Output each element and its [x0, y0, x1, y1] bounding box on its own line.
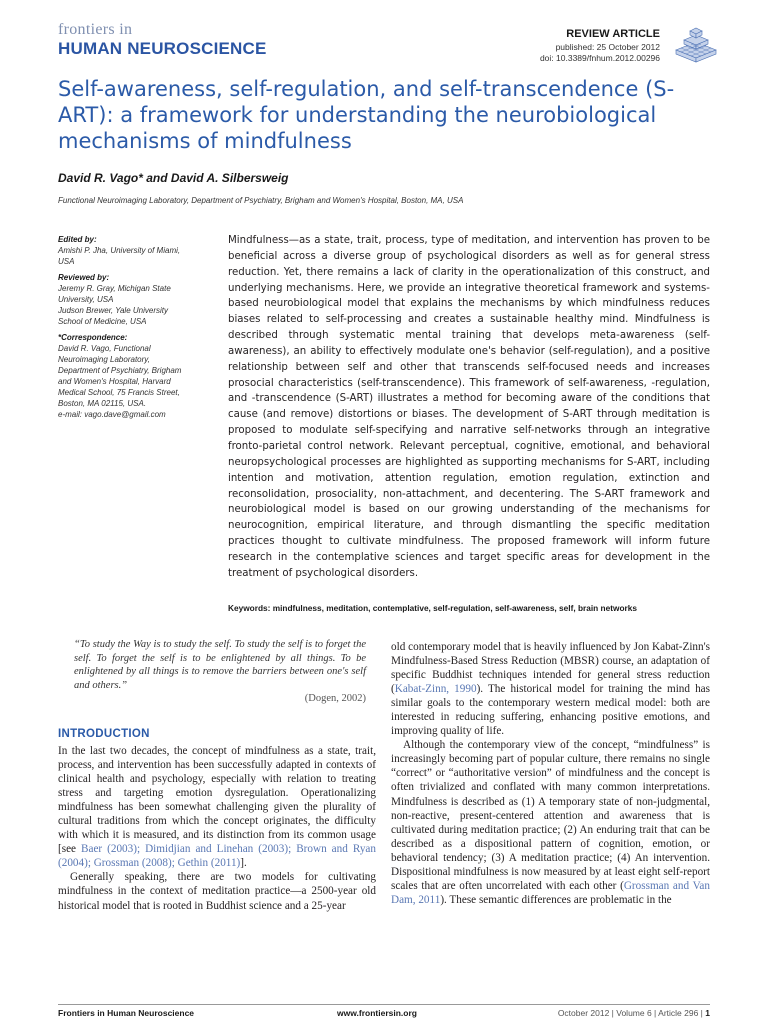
text-run: old contemporary model that is heavily influenced by Jon Kabat-Zinn's Mindfulness-Based Stress Reduction (MBSR) course, an adaptation of specific Buddhist techniques intended for general stress reduction ( [391, 641, 710, 696]
citation-link[interactable]: Kabat-Zinn, 1990 [394, 683, 477, 696]
keywords [228, 603, 710, 613]
reviewed-by-group [58, 272, 208, 327]
intro-paragraph-1 [58, 744, 376, 870]
correspondence-line: and Women's Hospital, Harvard [58, 377, 171, 386]
correspondence-line: Department of Psychiatry, Brigham [58, 366, 182, 375]
keywords-label: Keywords: [228, 603, 271, 613]
text-run: ). These semantic differences are problematic in the [440, 893, 672, 906]
editorial-sidebar [58, 234, 208, 425]
text-run: ]. [240, 857, 247, 870]
edited-by-group [58, 234, 208, 267]
reviewer-line: Jeremy R. Gray, Michigan State [58, 284, 171, 293]
reviewer-line: Judson Brewer, Yale University [58, 306, 168, 315]
doi: doi: 10.3389/fnhum.2012.00296 [539, 53, 660, 63]
footer-issue-info [558, 1008, 710, 1018]
correspondence-line: David R. Vago, Functional [58, 344, 151, 353]
footer-url[interactable]: www.frontiersin.org [337, 1008, 417, 1018]
article-type-label: REVIEW ARTICLE [566, 28, 660, 40]
article-title: Self-awareness, self-regulation, and self-transcendence (S-ART): a framework for understanding the neurobiological mechanisms of mindfulness [58, 77, 675, 153]
reviewed-by-label: Reviewed by: [58, 273, 110, 282]
footer-journal-name: Frontiers in Human Neuroscience [58, 1008, 195, 1018]
section-heading-introduction: INTRODUCTION [58, 728, 150, 740]
quote-citation: (Dogen, 2002) [304, 693, 366, 704]
correspondence-line: Neuroimaging Laboratory, [58, 355, 150, 364]
affiliation: Functional Neuroimaging Laboratory, Department of Psychiatry, Brigham and Women's Hospital, Boston, MA, USA [58, 196, 464, 205]
journal-logo-icon [672, 22, 720, 64]
editor-line: Amishi P. Jha, University of Miami, [58, 246, 181, 255]
intro-paragraph-2: Generally speaking, there are two models for cultivating mindfulness in the context of meditation practice—a 2500-year old historical model that is rooted in Buddhist science and a 25-year [58, 871, 376, 912]
body-column-right [391, 640, 710, 907]
text-run: ). The historical model for training the mind has similar goals to the contemporary western medical model: both are interested in reducing suffering, enhancing positive emotions, and improving quality of life. [391, 683, 710, 738]
text-run: Although the contemporary view of the concept, “mindfulness” is increasingly becoming part of popular culture, there remains no single “correct” or “authoritative version” of mindfulness and the concept is often trivialized and conflated with many common interpretations. Mindfulness is described as (1) A temporary state of non-judgmental, non-reactive, present-centered attention and awareness that is cultivated during meditation practice; (2) An enduring trait that can be described as a dispositional pattern of cognition, emotion, or behavioral tendency; (3) A meditation practice; (4) An intervention. Dispositional mindfulness is now measured by at least eight self-report scales that are often uncorrelated with each other ( [391, 739, 710, 892]
page-number: 1 [705, 1008, 710, 1018]
publication-info [540, 42, 660, 64]
abstract: Mindfulness—as a state, trait, process, type of meditation, and intervention has proven to be beneficial across a diverse group of psychological disorders as well as for general stress reduction. Yet, there remains a lack of clarity in the operationalization of this construct, and underlying mechanisms. Here, we provide an integrative theoretical framework and systems-based neurobiological model that explains the mechanisms by which mindfulness reduces biases related to self-processing and creates a sustainable healthy mind. Mindfulness is described through systematic mental training that develops meta-awareness (self-awareness), an ability to effectively modulate one's behavior (self-regulation), and a positive relationship between self and other that transcends self-focused needs and increases prosocial characteristics (self-transcendence). This framework of self-awareness, -regulation, and -transcendence (S-ART) illustrates a method for becoming aware of the conditions that cause (and remove) distortions or biases. The development of S-ART through meditation is proposed to modulate self-specifying and narrative self-networks through an integrative fronto-parietal control network. Relevant perceptual, cognitive, emotional, and behavioral neuropsychological processes are highlighted as supporting mechanisms for S-ART, including intention and motivation, attention regulation, emotion regulation, extinction and reconsolidation, prosociality, non-attachment, and decentering. The S-ART framework and neurobiological model is based on our growing understanding of the mechanisms for neurocognition, empirical literature, and through dismantling the specific meditation practices thought to cultivate mindfulness. The proposed framework will inform future research in the contemplative sciences and target specific areas for development in the treatment of psychological disorders. [228, 235, 710, 579]
published-date: published: 25 October 2012 [555, 42, 660, 52]
citation-link[interactable]: Baer (2003); Dimidjian and Linehan (2003); Brown and Ryan (2004); Grossman (2008); Gethin (2011) [58, 843, 376, 870]
authors: David R. Vago* and David A. Silbersweig [58, 171, 289, 185]
journal-name-top: frontiers in [58, 21, 133, 38]
footer-divider [58, 1004, 710, 1005]
intro-paragraph-4 [391, 738, 710, 907]
epigraph-quote [74, 638, 366, 706]
reviewer-line: School of Medicine, USA [58, 317, 147, 326]
intro-paragraph-3 [391, 640, 710, 738]
correspondence-group [58, 332, 208, 420]
keywords-list: mindfulness, meditation, contemplative, self-regulation, self-awareness, self, brain networks [272, 603, 637, 613]
issue-text: October 2012 | Volume 6 | Article 296 | [557, 1008, 703, 1018]
correspondence-email[interactable]: e-mail: vago.dave@gmail.com [58, 410, 166, 419]
correspondence-label: *Correspondence: [58, 333, 128, 342]
reviewer-line: University, USA [58, 295, 114, 304]
editor-line: USA [58, 257, 75, 266]
quote-text: “To study the Way is to study the self. To study the self is to forget the self. To forget the self is to be enlightened by all things. To be enlightened by all things is to remove the barriers between one's self and others.” [74, 639, 366, 691]
citation-link[interactable]: Grossman and Van Dam, 2011 [391, 879, 710, 906]
text-run: In the last two decades, the concept of mindfulness as a state, trait, process, and intervention has been successfully adapted in contexts of clinical health and psychology, especially with relation to treating stress and targeting emotion dysregulation. Operationalizing mindfulness has been somewhat challenging given the plurality of cultural traditions from which the concept originates, the difficulty with which it is measured, and its distinction from its common usage [see [58, 745, 376, 856]
correspondence-line: Medical School, 75 Francis Street, [58, 388, 180, 397]
body-column-left [58, 744, 376, 913]
journal-name-main: HUMAN NEUROSCIENCE [58, 39, 267, 58]
correspondence-line: Boston, MA 02115, USA. [58, 399, 147, 408]
edited-by-label: Edited by: [58, 235, 97, 244]
